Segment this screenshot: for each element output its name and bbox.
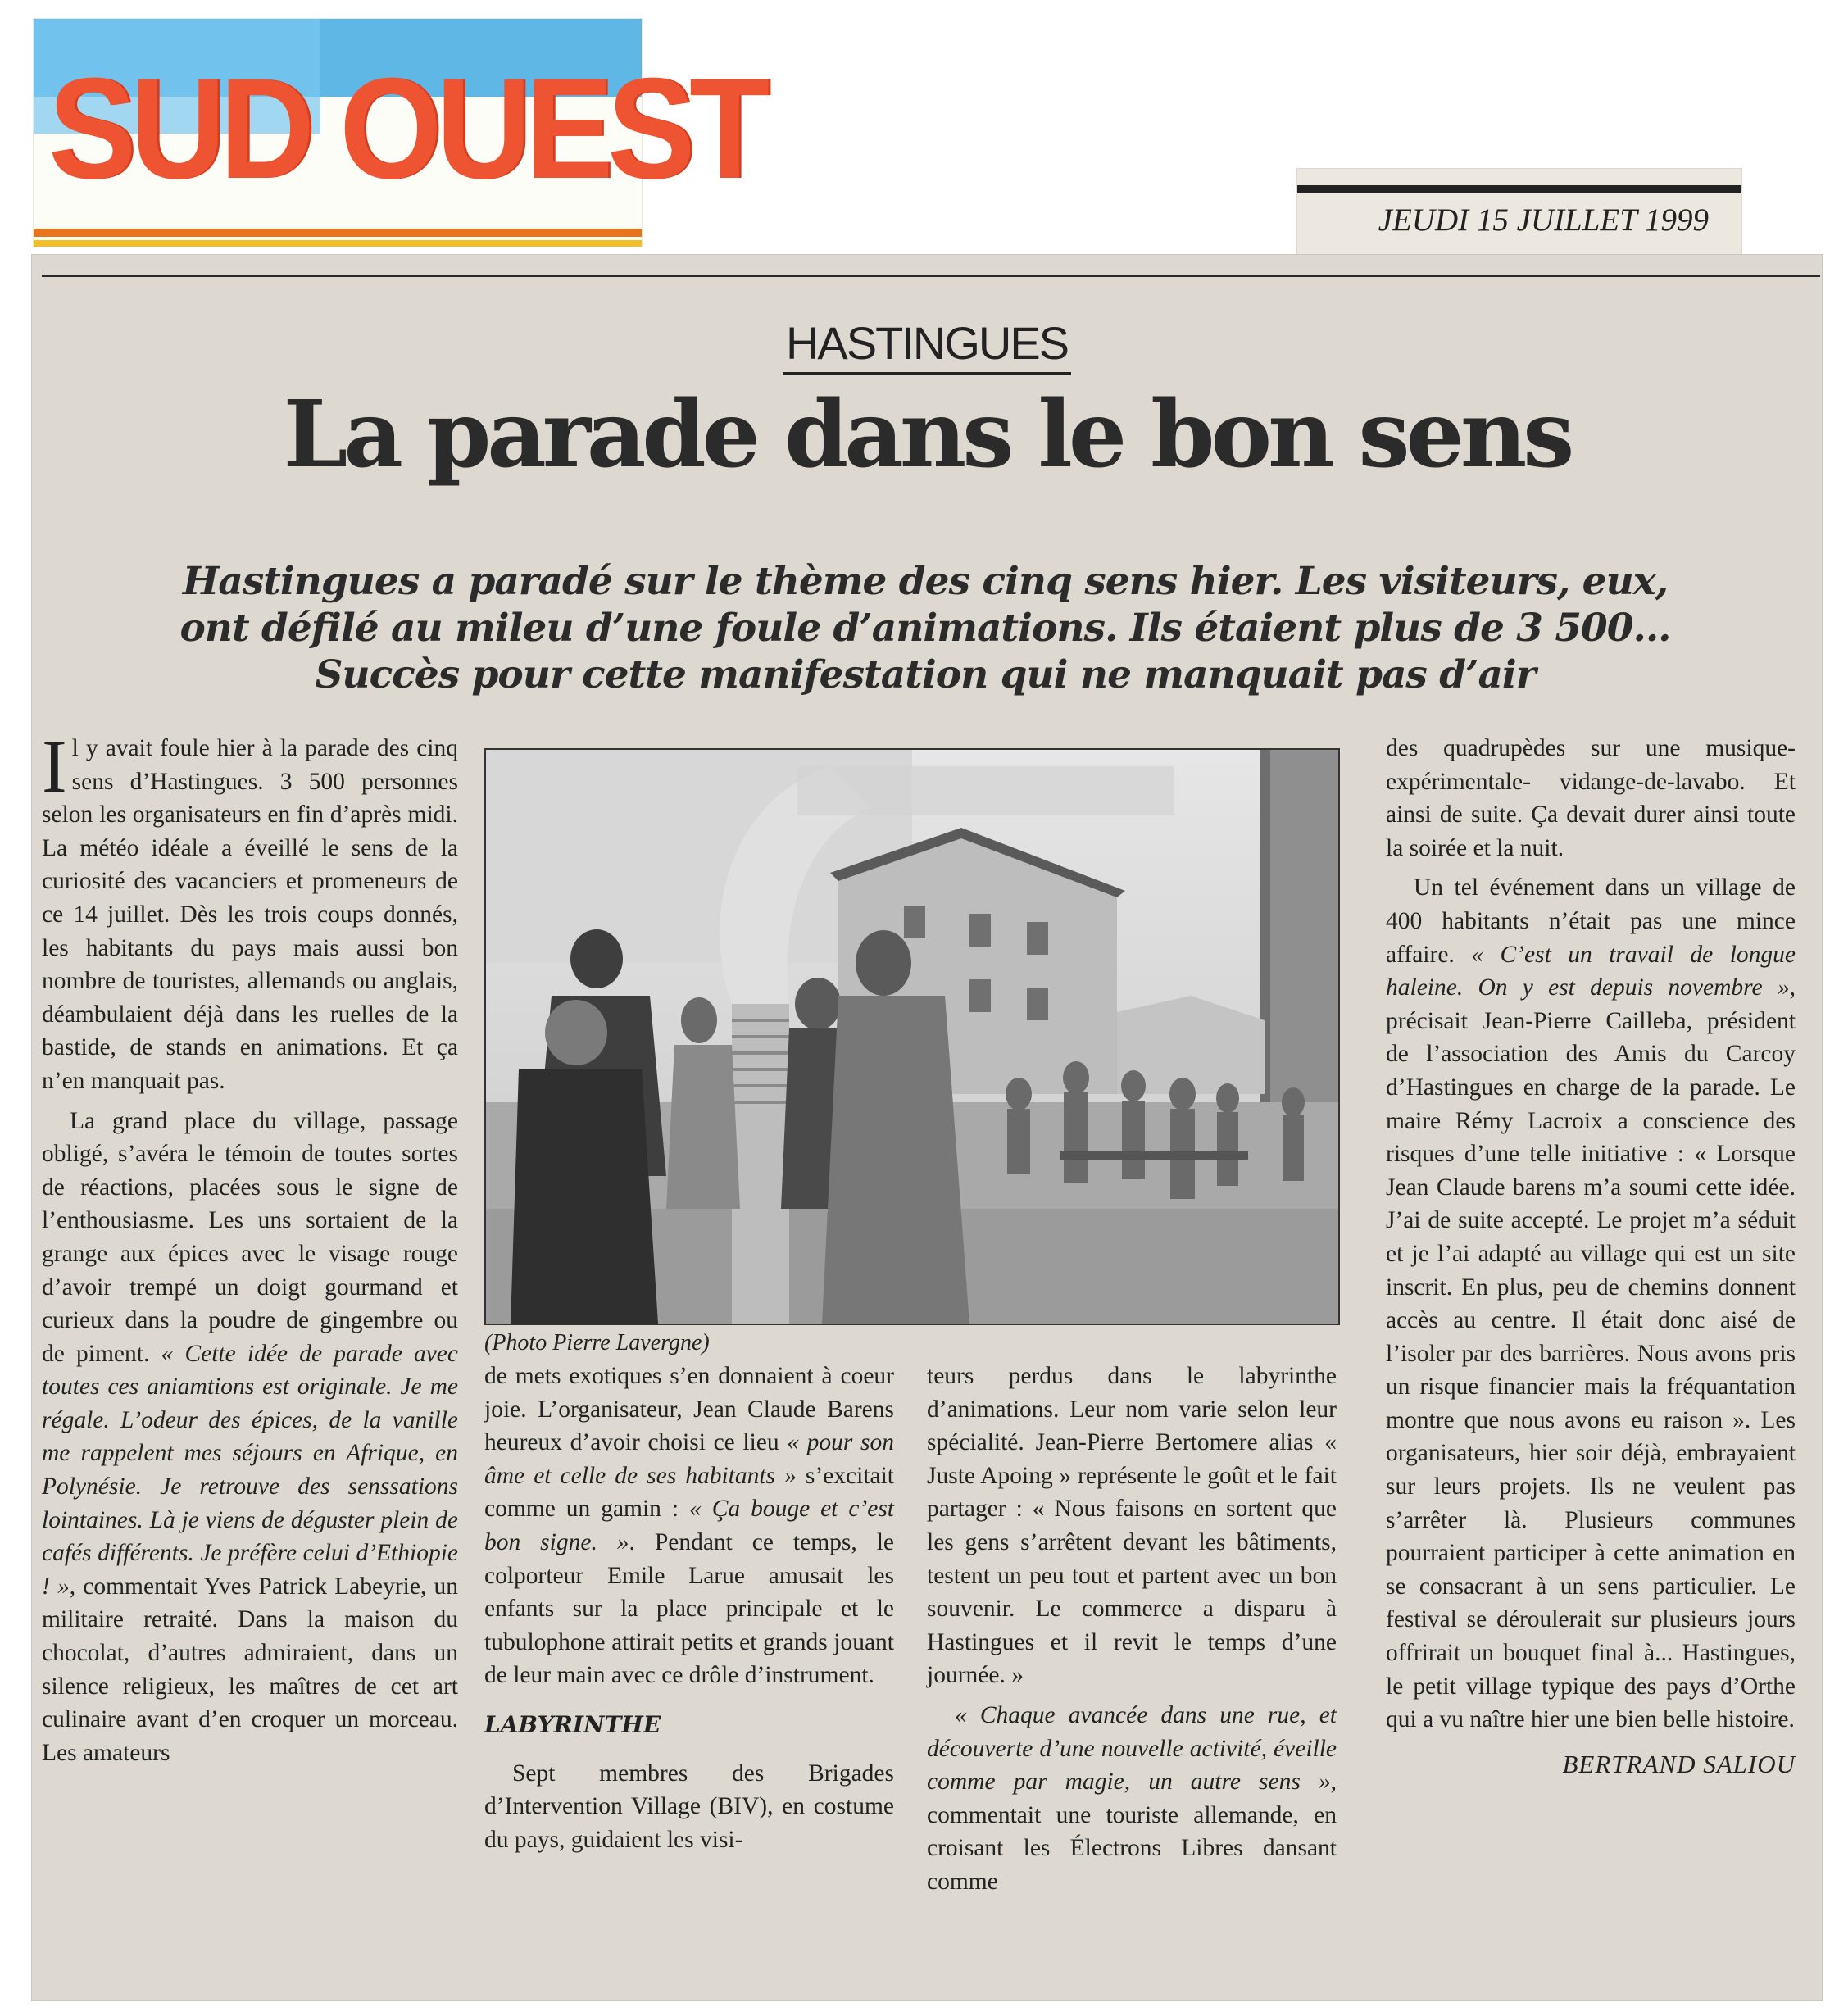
- paragraph-text: , commentait une touriste allemande, en croisant les Électrons Libres dansant comme: [927, 1769, 1337, 1895]
- column-2: [484, 1360, 894, 1856]
- date-rule: [1297, 185, 1741, 193]
- paragraph-text: , précisait Jean-Pierre Cailleba, président de l’association des Amis du Carcoy d’Hastingues en charge de la parade. Le maire Rémy Lacroix a conscience des risques d’une telle initiative : « Lorsque Jean Claude barens m’a soumi cette idée. J’ai de suite accepté. Le projet m’a séduit et je l’ai adapté au village qui est un site inscrit. En plus, peu de chemins donnent accès au centre. Il était donc aisé de l’isoler par des barrières. Nous avons pris un risque financier mais la fréquantation montre que nous avons eu raison ». Les organisateurs, hier soir déjà, embrayaient sur leurs projets. Ils ne veulent pas s’arrêter là. Plusieurs communes pourraient participer à cette animation en se consacrant à un sens particulier. Le festival se déroulerait sur plusieurs jours offrirait un bouquet final à... Hastingues, le petit village typique des pays d’Orthe qui a vu naître hier une bien belle histoire.: [1386, 974, 1796, 1733]
- quote: « Chaque avancée dans une rue, et découverte d’une nouvelle activité, éveille comme par magie, un autre sens »: [927, 1701, 1337, 1796]
- paragraph-text: de mets exotiques s’en donnaient à coeur joie. L’organisateur, Jean Claude Barens heureux d’avoir choisi ce lieu: [484, 1363, 894, 1456]
- paragraph-text: des quadrupèdes sur une musique-expérimentale- vidange-de-lavabo. Et ainsi de suite. Ça devait durer ainsi toute la soirée et la nuit.: [1386, 735, 1796, 861]
- quote: « pour son âme et celle de ses habitants »: [484, 1429, 894, 1489]
- paragraph-text: Sept membres des Brigades d’Intervention Village (BIV), en costume du pays, guidaient les visi-: [484, 1759, 894, 1853]
- date-clipping: [1296, 168, 1742, 256]
- logo-orange-stripe: [34, 229, 642, 237]
- kicker-text: HASTINGUES: [783, 317, 1071, 375]
- standfirst-line: ont défilé au mileu d’une foule d’animations. Ils étaient plus de 3 500...: [179, 606, 1671, 651]
- article-clipping: [31, 254, 1823, 2001]
- paragraph-text: s’excitait comme un gamin :: [484, 1462, 895, 1523]
- standfirst: [98, 558, 1753, 698]
- paragraph: [1386, 871, 1796, 1736]
- author-signature: BERTRAND SALIOU: [1562, 1749, 1796, 1778]
- standfirst-line: Succès pour cette manifestation qui ne manquait pas d’air: [315, 652, 1536, 697]
- quote: « Ça bouge et c’est bon signe. »: [484, 1496, 895, 1555]
- quote: « C’est un travail de longue haleine. On y est depuis novembre »: [1386, 941, 1796, 1001]
- article-photo: [484, 748, 1340, 1325]
- kicker: [32, 316, 1822, 370]
- photo-caption: (Photo Pierre Lavergne): [484, 1330, 710, 1355]
- paragraph-text: Un tel événement dans un village de 400 habitants n’était pas une mince affaire.: [1386, 874, 1796, 968]
- paragraph: [484, 1360, 894, 1692]
- paragraph-text: teurs perdus dans le labyrinthe d’animations. Leur nom varie selon leur spécialité. Jean-Pierre Bertomere alias « Juste Apoing » représente le goût et le fait partager : « Nous faisons en sortent que les gens s’arrêtent devant les bâtiments, testent un peu tout et partent avec un bon souvenir. Le commerce a disparu à Hastingues et il revit le temps d’une journée. »: [927, 1363, 1337, 1689]
- photo-illustration: [486, 750, 1338, 1324]
- paragraph: [42, 724, 458, 1098]
- paragraph: [927, 1360, 1337, 1692]
- paragraph-text: l y avait foule hier à la parade des cinq sens d’Hastingues. 3 500 personnes selon les organisateurs en fin d’après midi. La météo idéale a éveillé le sens de la curiosité des vacanciers et promeneurs de ce 14 juillet. Dès les trois coups donnés, les habitants du pays mais aussi bon nombre de touristes, allemands ou anglais, déambulaient déjà dans les ruelles de la bastide, de stands en animations. Et ça n’en manquait pas.: [42, 735, 458, 1094]
- sud-ouest-logo: [33, 18, 765, 247]
- top-rule: [42, 275, 1820, 277]
- paragraph: [1386, 732, 1796, 865]
- paragraph-text: . Pendant ce temps, le colporteur Emile Larue amusait les enfants sur la place principale et le tubulophone attirait petits et grands jouant de leur main avec ce drôle d’instrument.: [484, 1528, 894, 1689]
- publication-date: JEUDI 15 JUILLET 1999: [1378, 202, 1709, 238]
- paragraph: [927, 1699, 1337, 1899]
- headline: La parade dans le bon sens: [283, 381, 1571, 488]
- column-4: [1386, 732, 1796, 1781]
- paragraph-text: La grand place du village, passage obligé, s’avéra le témoin de toutes sortes de réactions, placées sous le signe de l’enthousiasme. Les uns sortaient de la grange aux épices avec le visage rouge d’avoir trempé un doigt gourmand et curieux dans la poudre de gingembre ou de piment.: [42, 1107, 458, 1367]
- standfirst-line: Hastingues a paradé sur le thème des cinq sens hier. Les visiteurs, eux,: [182, 559, 1669, 604]
- paragraph: [42, 1105, 458, 1770]
- subheading: LABYRINTHE: [484, 1710, 661, 1738]
- quote: « Cette idée de parade avec toutes ces aniamtions est originale. Je me régale. L’odeur des épices, de la vanille me rappelent mes séjours en Afrique, en Polynésie. Je retrouve des senssations lointaines. Là je viens de déguster plein de cafés différents. Je préfère celui d’Ethiopie ! »: [42, 1340, 458, 1600]
- column-1: [42, 724, 458, 1769]
- logo-yellow-stripe: [34, 240, 642, 247]
- paragraph-text: , commentait Yves Patrick Labeyrie, un militaire retraité. Dans la maison du chocolat, d’autres admiraient, dans un silence religieux, les maîtres de cet art culinaire avant d’en croquer un morceau. Les amateurs: [42, 1573, 458, 1766]
- drop-cap: I: [42, 724, 67, 808]
- column-3: [927, 1360, 1337, 1899]
- logo-wordmark: SUD OUEST: [48, 49, 765, 209]
- paragraph: [484, 1757, 894, 1857]
